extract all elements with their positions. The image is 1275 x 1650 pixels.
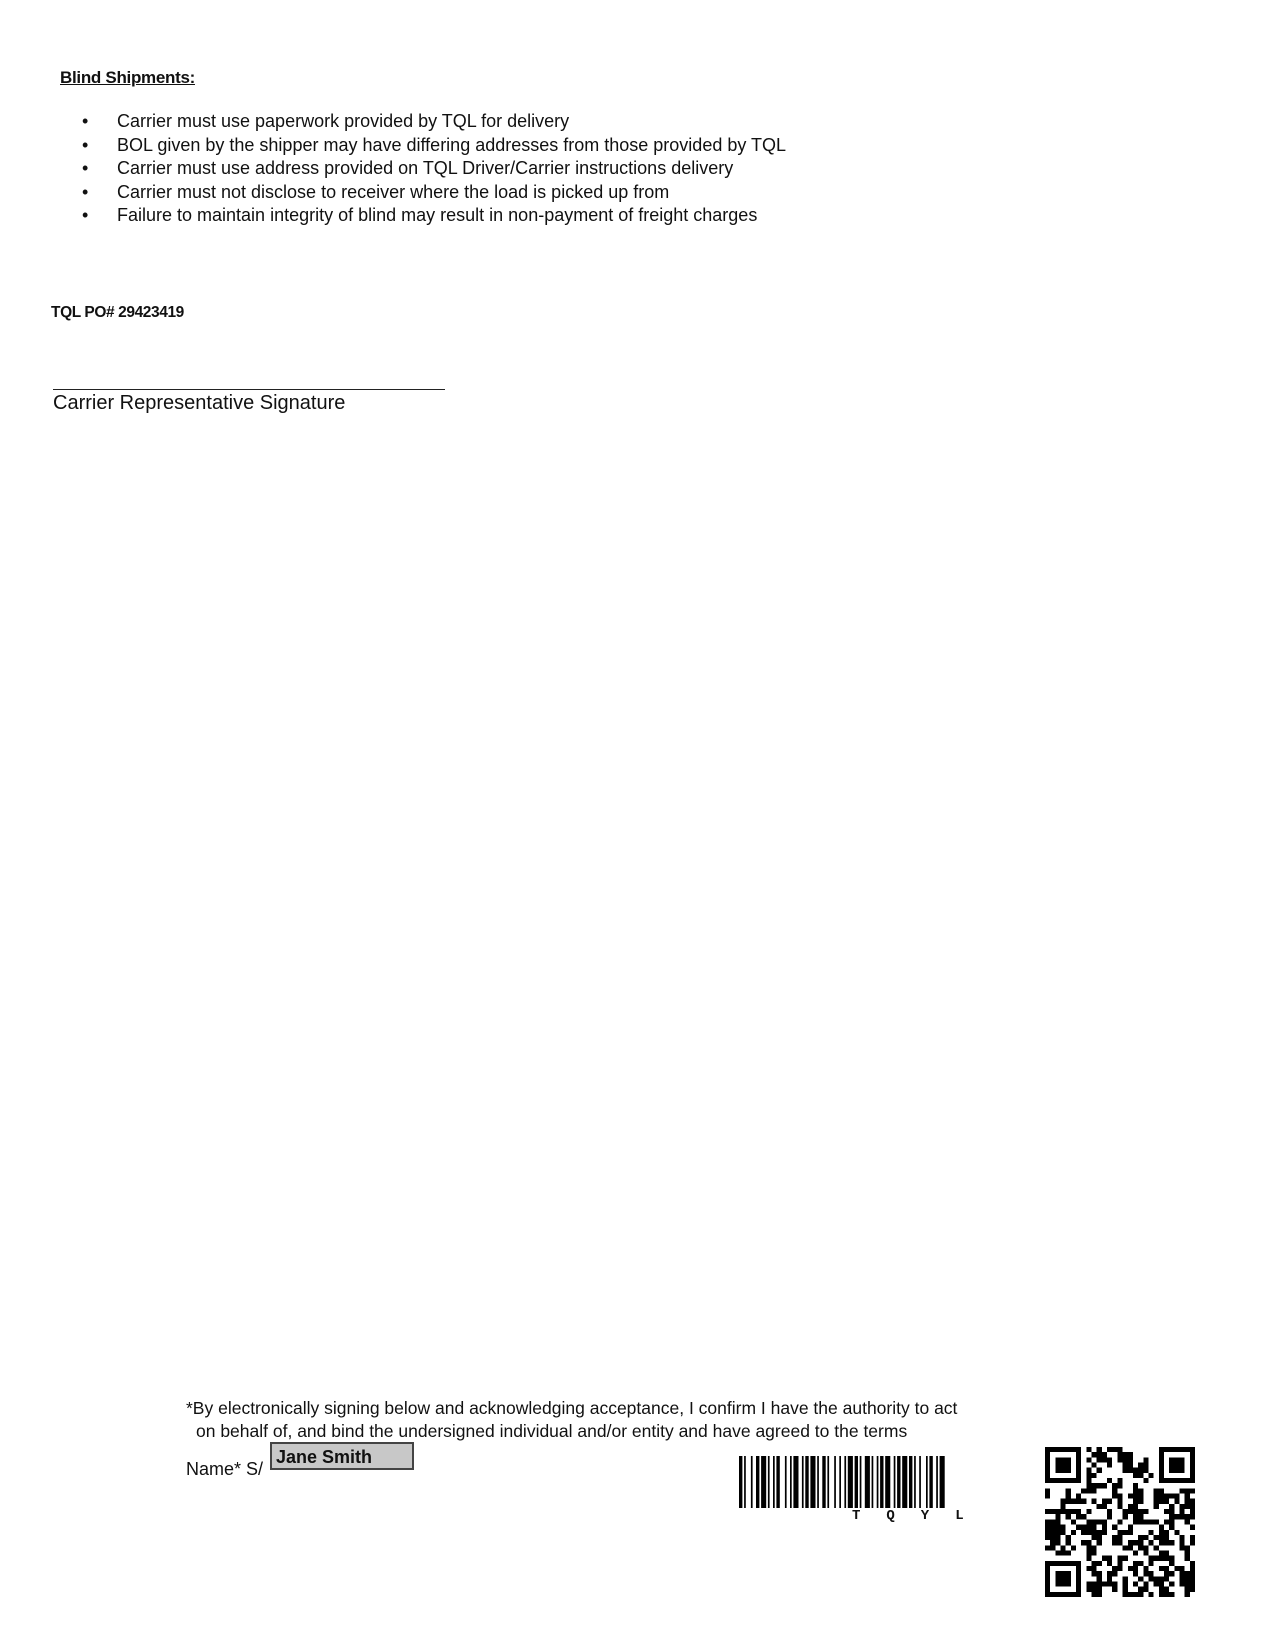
acknowledgement-line-2: on behalf of, and bind the undersigned individual and/or entity and have agreed to the terms: [196, 1421, 908, 1441]
list-item: • Carrier must use paperwork provided by TQL for delivery: [82, 110, 786, 134]
name-field[interactable]: Jane Smith: [270, 1442, 414, 1470]
name-label: Name* S/: [186, 1459, 264, 1479]
blind-shipments-list: [82, 110, 786, 228]
barcode-icon: [739, 1456, 1021, 1513]
acknowledgement-text: [186, 1397, 957, 1443]
barcode-text: TQYL: [852, 1508, 990, 1524]
qr-code-icon: [1045, 1447, 1195, 1597]
acknowledgement-line-1: *By electronically signing below and acknowledging acceptance, I confirm I have the authority to act: [186, 1398, 958, 1418]
blind-shipments-heading: Blind Shipments:: [60, 68, 195, 87]
list-item: • Failure to maintain integrity of blind may result in non-payment of freight charges: [82, 204, 786, 228]
signature-label: Carrier Representative Signature: [53, 392, 346, 414]
list-item: • BOL given by the shipper may have differing addresses from those provided by TQL: [82, 134, 786, 158]
list-item: • Carrier must use address provided on TQL Driver/Carrier instructions delivery: [82, 157, 786, 181]
signature-line: [53, 389, 445, 390]
po-number: TQL PO# 29423419: [51, 304, 184, 321]
list-item: • Carrier must not disclose to receiver where the load is picked up from: [82, 181, 786, 205]
